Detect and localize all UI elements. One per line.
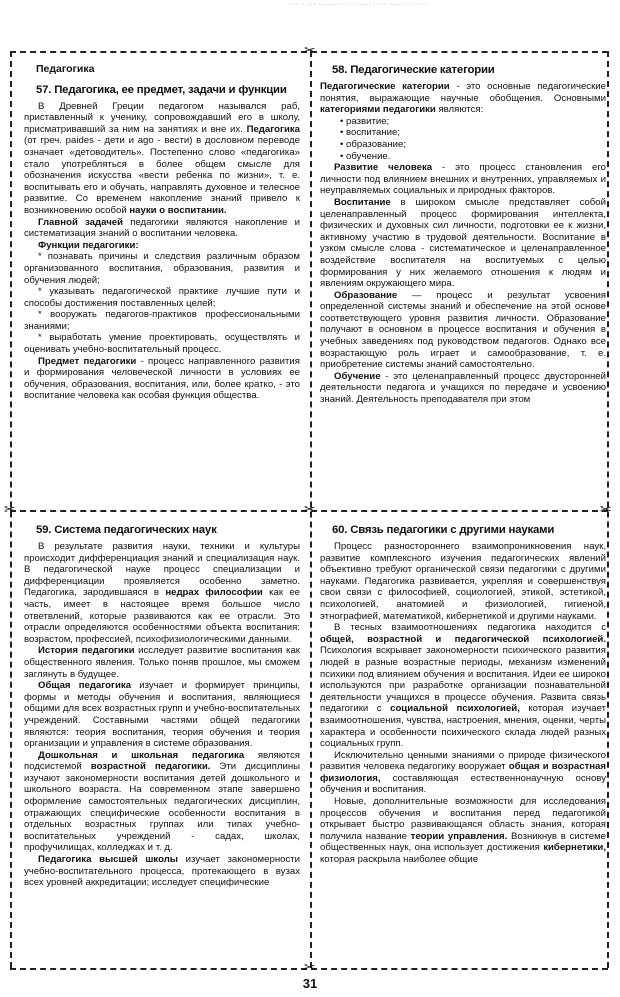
list-item: • обучение. [340,150,391,162]
paragraph: В тесных взаимоотношениях педагогика находится с общей, возрастной и педагогической психологией. Психология вскрывает закономерности психического развития людей в разные возрастные периоды, механизм изменений психики под влиянием обучения и воспитания. Идеи ее широко используются при разработке организации познавательной деятельности учащихся в процессе обучения. Развита связь педагогики с социальной психологией, которая изучает взаимоотношения, чувства, настроения, мнения, оценки, черты характера и особенности психического склада людей разных социальных групп. [320,622,606,750]
paragraph: Дошкольная и школьная педагогика являются подсистемой возрастной педагогики. Эти дисциплины изучают закономерности воспитания детей дошкольного и школьного возраста. На современном этапе завершено оформление самостоятельных педагогических дисциплин, отражающих специфические особенности воспитания в отдельных возрастных группах или типах учебно-воспитательных учреждений - садах, школах, профучилищах, колледжах и т. д. [24,749,300,854]
paragraph: Общая педагогика изучает и формирует принципы, формы и методы обучения и воспитания, являющиеся общими для всех возрастных групп и учебно-воспитательных учреждений. Составными частями общей педагогики являются: теория воспитания, теория обучения и теория организации и управления в системе образования. [24,680,300,750]
card-60 [320,524,606,964]
list-item: • образование; [340,138,407,150]
list-item: • воспитание; [340,127,400,139]
page-number: 31 [302,976,318,991]
paragraph: Образование — процесс и результат усвоения определенной системы знаний и обеспечение на этой основе соответствующего уровня развития личности. Образование получают в основном в процессе воспитания и обучения в учебных заведениях под руководством педагогов. Однако все возрастающую роль играет и самообразование, т. е. приобретение системы знаний самостоятельно. [320,289,606,371]
paragraph: Новые, дополнительные возможности для исследования процессов обучения и воспитания перед педагогикой открывает быстро развивающаяся область знания, которая получила название теории управления. Возникнув в системе общественных наук, она использует достижения кибернетики, которая раскрыла наиболее общие [320,796,606,866]
paragraph: Обучение - это целенаправленный процесс двусторонней деятельности педагога и учащихся по передаче и усвоению знаний. Деятельность преподавателя при этом [320,370,606,406]
paragraph: Развитие человека - это процесс становления его личности под влиянием внешних и внутренних, управляемых и неуправляемых социальных и природных факторов. [320,162,606,197]
paragraph: Предмет педагогики - процесс направленного развития и формирования человеческой личности в условиях ее обучения, образования, воспитания, или, более кратко, - это воспитание человека как особая функция общества. [24,355,300,402]
scan-artifact: ··· · ··· ········ ·· ······· ··· ······ ·· ··· [290,2,428,8]
card-title: 60. Связь педагогики с другими науками [332,524,555,536]
list-item: • развитие; [340,115,390,127]
scissors-icon: ✂ [304,43,316,59]
card-title: 57. Педагогика, ее предмет, задачи и функции [36,83,287,96]
scissors-icon: ✂ [304,960,316,976]
scissors-icon: ✂ [304,502,316,518]
paragraph: Педагогические категории - это основные педагогические понятия, выражающие научные обобщения. Основными категориями педагогики являются: [320,81,606,116]
card-title: 59. Система педагогических наук [36,524,217,536]
list-item: * выработать умение проектировать, осуществлять и оценивать учебно-воспитательный процесс. [24,332,300,356]
section-label: Педагогика [36,63,95,75]
paragraph: Главной задачей педагогики являются накопление и систематизация знаний о воспитании человека. [24,216,300,240]
scissors-icon: ✂ [600,502,612,518]
functions-title: Функции педагогики: [38,239,139,251]
list-item: * указывать педагогической практике лучшие пути и способы достижения поставленных целей; [24,286,300,309]
paragraph: Исключительно ценными знаниями о природе физического развития человека педагогику вооружает общая и возрастная физиология, составляющая естественнонаучную основу обучения и воспитания. [320,749,606,796]
paragraph: Воспитание в широком смысле представляет собой целенаправленный процесс формирования интеллекта, физических и духовных сил личности, подготовки ее к жизни, активному участию в трудовой деятельности. Воспитание в узком смысле слова - систематическое и целенаправленное воздействие воспитателя на воспитуемых с целью формирования у них желаемого отношения к людям и явлениям окружающего мира. [320,196,606,290]
list-item: * вооружать педагогов-практиков профессиональными знаниями; [24,309,300,332]
paragraph: Педагогика высшей школы изучает закономерности учебно-воспитательного процесса, протекающего в вузах всех уровней аккредитации; исследует специфические [24,854,300,889]
card-59 [24,524,300,964]
card-title: 58. Педагогические категории [332,64,495,76]
scissors-icon: ✂ [4,502,16,518]
paragraph: В результате развития науки, техники и культуры происходит дифференциация знаний и специализация наук. В педагогической науке процесс специализации и дифференциации проявляется особенно заметно. Педагогика, зародившаяся в недрах философии как ее часть, имеет в настоящее время большое число ответвлений, которые развиваются как ее отрасли. Это отрасли определяются особенностями объекта воспитания: возрастом, профессией, психофизиологическими данными. [24,541,300,645]
card-58 [320,62,606,494]
card-57 [24,62,300,494]
list-item: * познавать причины и следствия различным образом организованного воспитания, образования, развития и обучения людей; [24,251,300,286]
paragraph: История педагогики исследует развитие воспитания как общественного явления. Только поняв прошлое, мы сможем заглянуть в будущее. [24,645,300,680]
paragraph: В Древней Греции педагогом назывался раб, приставленный к ученику, сопровождавший его в школу, присматривавший за ним на занятиях и вне их. Педагогика (от греч. paides - дети и ago - вести) в дословном переводе означает «детоводитель». Постепенно слово «педагогика» стало употребляться в более общем смысле для обозначения искусства «вести ребенка по жизни», т. е. воспитывать его и обучать, направлять духовное и телесное развитие. Со временем накопление знаний привело к возникновению особой науки о воспитании. [24,100,300,216]
paragraph: Процесс разностороннего взаимопроникновения наук, развитие комплексного изучения педагогических явлений объективно требуют органической связи педагогики с другими науками. Педагогика развивается, укрепляя и совершенствуя свои связи с философией, социологией, этикой, эстетикой, психологией, анатомией и физиологией, гигиеной, этнографией, математикой, кибернетикой и другими науками. [320,541,606,622]
